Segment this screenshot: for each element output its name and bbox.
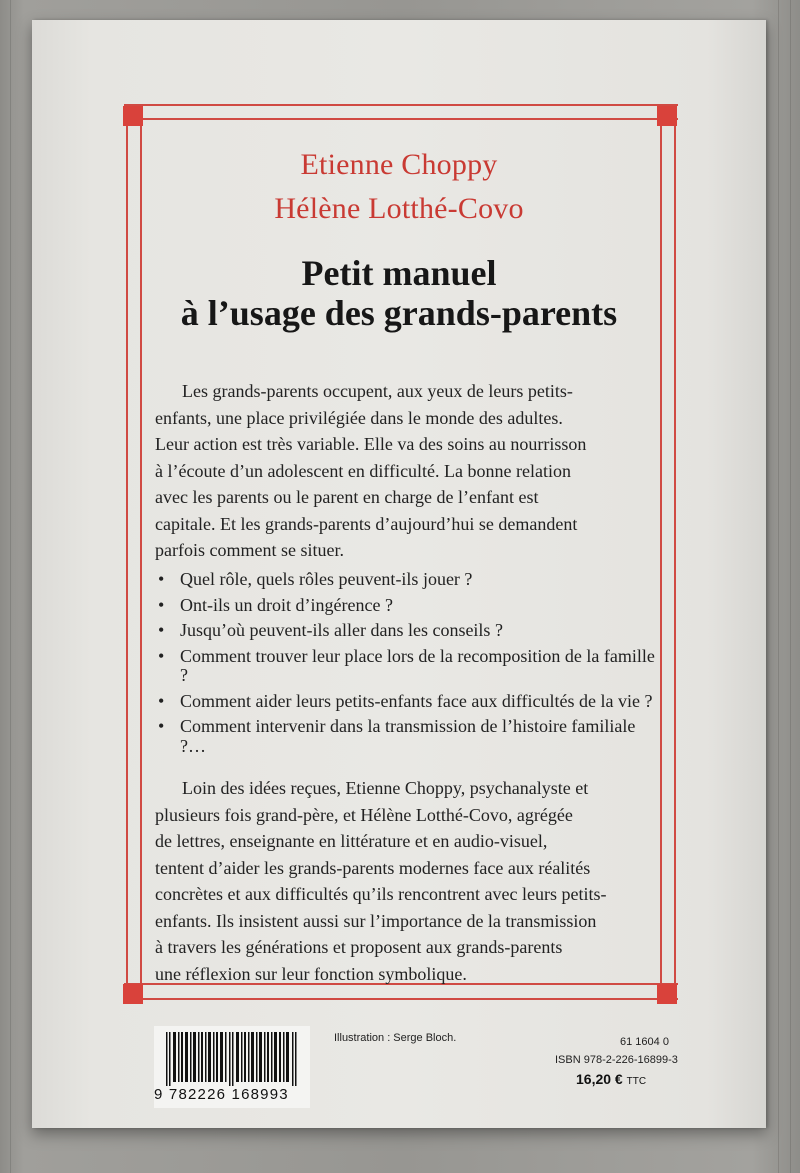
book-back-cover: [32, 20, 766, 1128]
question-item: [154, 621, 664, 641]
question-text: Comment intervenir dans la transmission de l’histoire familiale ?…: [180, 716, 636, 756]
price: [576, 1071, 646, 1087]
bullet-icon: •: [158, 620, 165, 640]
intro-line: Les grands-parents occupent, aux yeux de leurs petits-: [182, 381, 573, 401]
question-item: [154, 570, 664, 590]
description-line: de lettres, enseignante en littérature et en audio-visuel,: [155, 831, 548, 851]
bullet-icon: •: [158, 594, 165, 615]
book-title-line-2: à l’usage des grands-parents: [180, 293, 618, 333]
price-suffix: TTC: [626, 1076, 647, 1087]
question-item: [154, 596, 664, 616]
barcode-digits: 9 782226 168993: [154, 1086, 289, 1103]
description-line: à travers les générations et proposent aux grands-parents: [155, 937, 563, 957]
description-line: tentent d’aider les grands-parents modernes face aux réalités: [155, 858, 591, 878]
bullet-icon: •: [158, 716, 165, 736]
author-name-2: Hélène Lotthé-Covo: [274, 192, 524, 225]
isbn-number: ISBN 978-2-226-16899-3: [555, 1054, 678, 1066]
question-item: [154, 692, 664, 712]
question-text: Comment trouver leur place lors de la recomposition de la famille ?: [180, 645, 655, 685]
illustration-credit: Illustration : Serge Bloch.: [334, 1032, 457, 1044]
intro-line: enfants, une place privilégiée dans le monde des adultes.: [155, 408, 563, 428]
product-code: 61 1604 0: [620, 1036, 669, 1048]
book-title-line-1: Petit manuel: [301, 253, 497, 293]
intro-line: avec les parents ou le parent en charge de l’enfant est: [155, 487, 539, 507]
question-list: [154, 570, 664, 762]
question-text: Ont-ils un droit d’ingérence ?: [180, 594, 393, 615]
description-line: enfants. Ils insistent aussi sur l’importance de la transmission: [155, 911, 597, 931]
barcode-bars: [162, 1032, 302, 1086]
description-line: Loin des idées reçues, Etienne Choppy, psychanalyste et: [182, 778, 589, 798]
question-item: [154, 647, 664, 686]
price-value: 16,20 €: [576, 1071, 623, 1087]
author-name-1: Etienne Choppy: [300, 148, 498, 181]
intro-line: Leur action est très variable. Elle va des soins au nourrisson: [155, 434, 587, 454]
bullet-icon: •: [158, 690, 165, 711]
intro-line: à l’écoute d’un adolescent en difficulté. La bonne relation: [155, 461, 571, 481]
question-text: Jusqu’où peuvent-ils aller dans les conseils ?: [180, 620, 503, 640]
description-line: une réflexion sur leur fonction symbolique.: [155, 964, 467, 984]
bullet-icon: •: [158, 645, 165, 666]
question-item: [154, 717, 664, 756]
description-line: concrètes et aux difficultés qu’ils rencontrent avec leurs petits-: [155, 884, 607, 904]
isbn-barcode: [154, 1026, 310, 1108]
question-text: Quel rôle, quels rôles peuvent-ils jouer ?: [180, 569, 473, 589]
intro-line: capitale. Et les grands-parents d’aujourd’hui se demandent: [155, 514, 578, 534]
intro-line: parfois comment se situer.: [155, 540, 344, 560]
description-line: plusieurs fois grand-père, et Hélène Lotthé-Covo, agrégée: [155, 805, 573, 825]
bullet-icon: •: [158, 569, 165, 589]
question-text: Comment aider leurs petits-enfants face aux difficultés de la vie ?: [180, 690, 653, 711]
